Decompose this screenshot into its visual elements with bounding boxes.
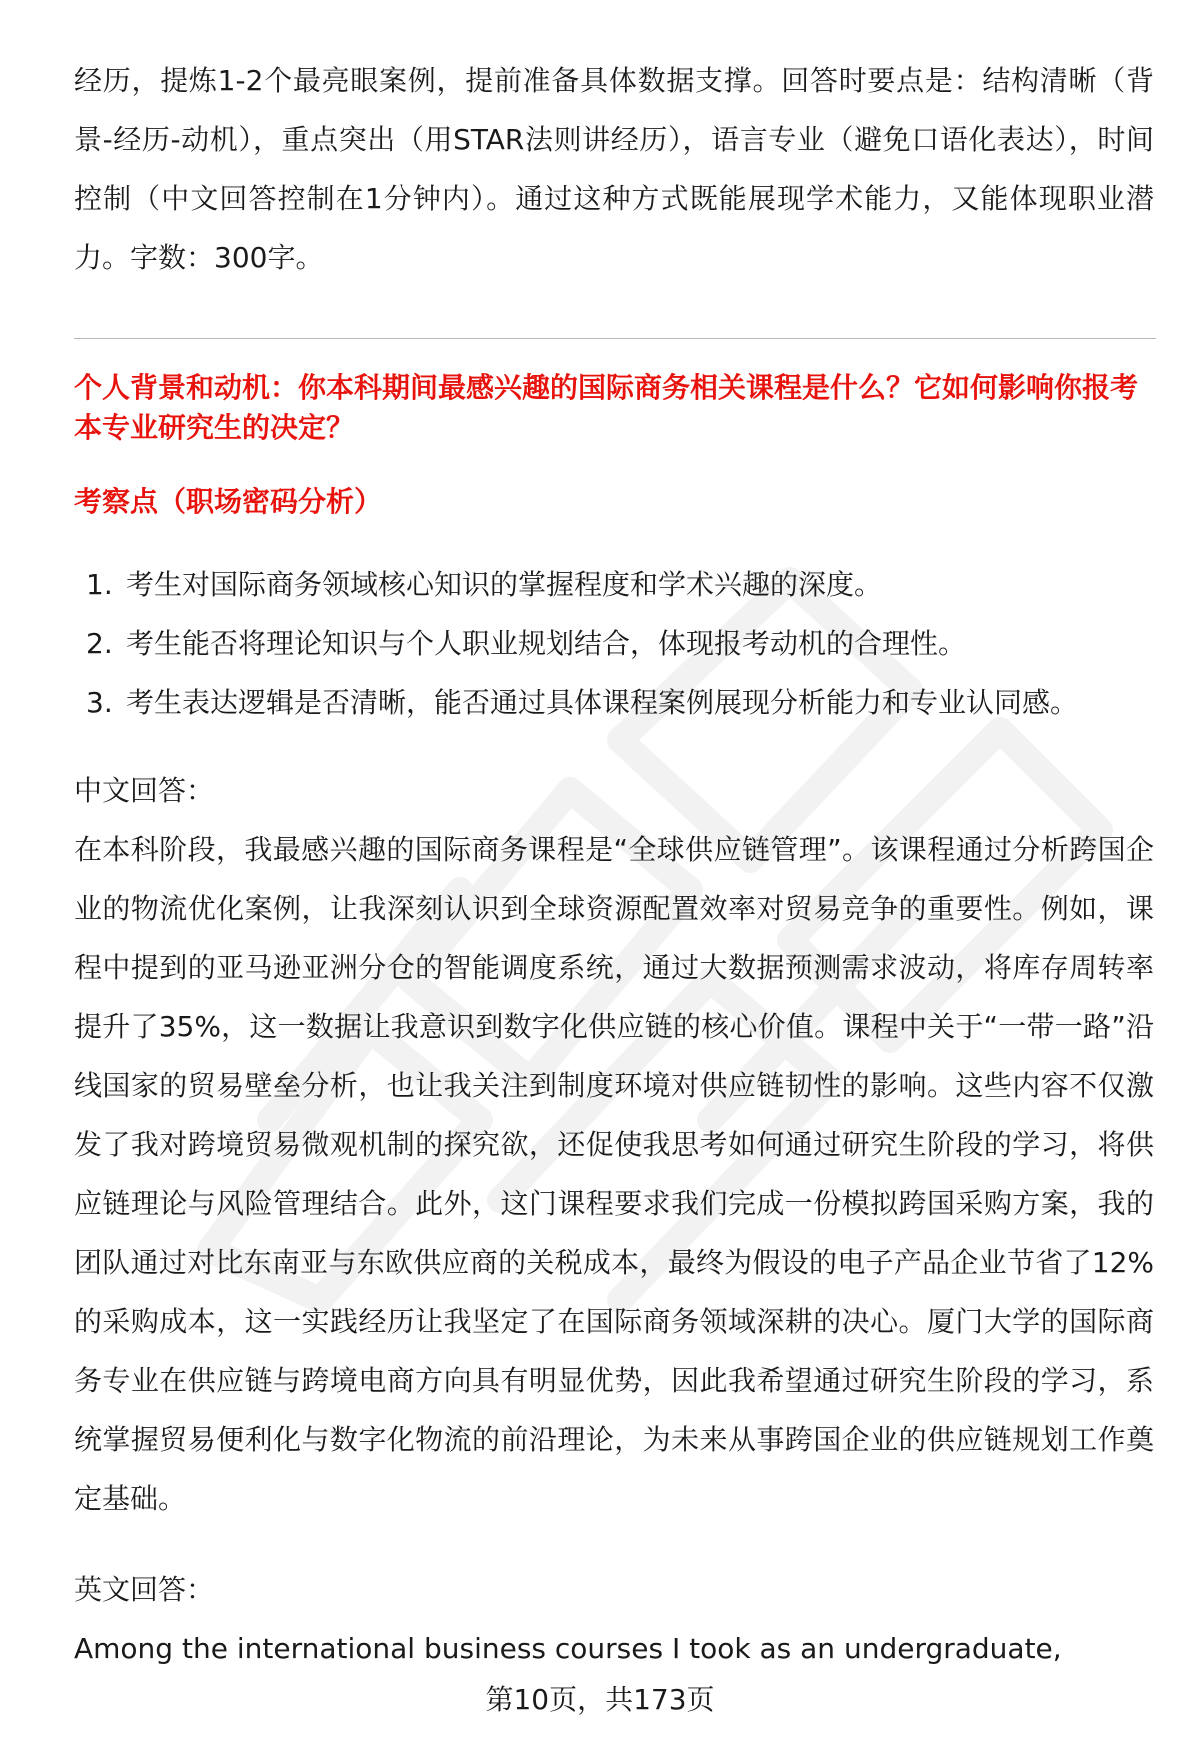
section-divider <box>74 338 1156 339</box>
chinese-answer-text: 在本科阶段，我最感兴趣的国际商务课程是“全球供应链管理”。该课程通过分析跨国企业的物流优化案例，让我深刻认识到全球资源配置效率对贸易竞争的重要性。例如，课程中提到的亚马逊亚洲分仓的智能调度系统，通过大数据预测需求波动，将库存周转率提升了35%，这一数据让我意识到数字化供应链的核心价值。课程中关于“一带一路”沿线国家的贸易壁垒分析，也让我关注到制度环境对供应链韧性的影响。这些内容不仅激发了我对跨境贸易微观机制的探究欲，还促使我思考如何通过研究生阶段的学习，将供应链理论与风险管理结合。此外，这门课程要求我们完成一份模拟跨国采购方案，我的团队通过对比东南亚与东欧供应商的关税成本，最终为假设的电子产品企业节省了12%的采购成本，这一实践经历让我坚定了在国际商务领域深耕的决心。厦门大学的国际商务专业在供应链与跨境电商方向具有明显优势，因此我希望通过研究生阶段的学习，系统掌握贸易便利化与数字化物流的前沿理论，为未来从事跨国企业的供应链规划工作奠定基础。 <box>74 833 1154 1515</box>
list-item-text: 考生表达逻辑是否清晰，能否通过具体课程案例展现分析能力和专业认同感。 <box>126 686 1079 719</box>
intro-paragraph: 经历，提炼1-2个最亮眼案例，提前准备具体数据支撑。回答时要点是：结构清晰（背景-经历-动机），重点突出（用STAR法则讲经历），语言专业（避免口语化表达），时间控制（中文回答控制在1分钟内）。通过这种方式既能展现学术能力，又能体现职业潜力。字数：300字。 <box>74 64 1154 274</box>
question-title: 个人背景和动机：你本科期间最感兴趣的国际商务相关课程是什么？它如何影响你报考本专业研究生的决定？ <box>74 371 1139 444</box>
points-heading: 考察点（职场密码分析） <box>74 485 383 518</box>
list-item-number: 1. <box>86 568 113 601</box>
list-item <box>74 614 1154 673</box>
english-answer-text: Among the international business courses I took as an undergraduate, <box>74 1632 1062 1665</box>
list-item-number: 2. <box>86 627 113 660</box>
list-item-text: 考生能否将理论知识与个人职业规划结合，体现报考动机的合理性。 <box>126 627 967 660</box>
english-answer-label: 英文回答： <box>74 1573 215 1606</box>
points-list <box>74 555 1154 732</box>
list-item <box>74 673 1154 732</box>
chinese-answer-label: 中文回答： <box>74 774 215 807</box>
list-item-number: 3. <box>86 686 113 719</box>
list-item <box>74 555 1154 614</box>
list-item-text: 考生对国际商务领域核心知识的掌握程度和学术兴趣的深度。 <box>126 568 883 601</box>
page-number: 第10页，共173页 <box>485 1683 715 1716</box>
